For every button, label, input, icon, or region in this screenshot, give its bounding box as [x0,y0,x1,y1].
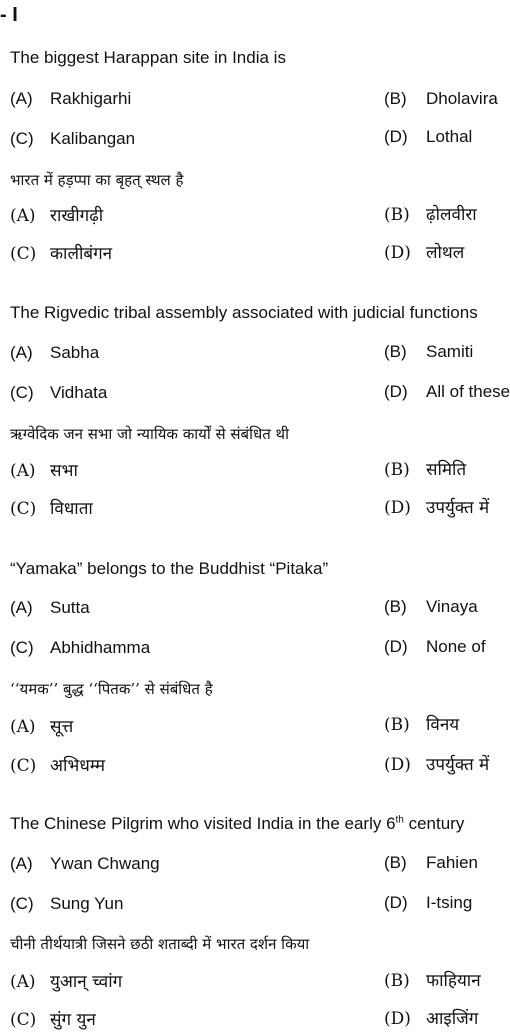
option-text: लोथल [426,243,465,263]
option-text: Samiti [426,342,474,361]
q1-hi-option-a [10,205,103,227]
option-text: कालीबंगन [50,244,113,264]
q1-en-option-b [384,88,498,110]
q4-hindi-question: चीनी तीर्थयात्री जिसने छठी शताब्दी में भारत दर्शन किया [10,935,310,953]
option-label: (C) [10,1010,37,1030]
option-text: Sutta [50,598,90,617]
option-label: (C) [10,383,34,402]
option-label: (D) [384,498,411,518]
option-text: विनय [426,715,460,735]
option-text: उपर्युक्त में [426,755,490,775]
option-label: (C) [10,244,37,264]
option-label: (B) [384,89,407,108]
q3-hi-option-b [384,714,459,736]
option-text: Abhidhamma [50,638,151,657]
option-label: (B) [384,853,407,872]
q3-hi-option-c [10,755,105,777]
option-label: (A) [10,343,33,362]
option-label: (A) [10,717,36,737]
q2-hi-option-c [10,498,93,520]
option-label: (C) [10,499,37,519]
q4-english-question [10,813,464,835]
option-label: (B) [384,597,407,616]
q4-hi-option-c [10,1009,96,1031]
q2-hindi-question: ऋग्वेदिक जन सभा जो न्यायिक कार्यों से संबंधित थी [10,425,289,443]
option-label: (A) [10,206,36,226]
option-label: (B) [384,342,407,361]
question-text: The Chinese Pilgrim who visited India in the early 6 [10,814,396,833]
q1-hi-option-c [10,243,112,265]
option-label: (B) [384,971,410,991]
q1-en-option-c [10,128,135,150]
q1-hindi-question: भारत में हड़प्पा का बृहत् स्थल है [10,171,184,189]
option-label: (C) [10,894,34,913]
q4-en-option-c [10,893,123,915]
q2-english-question: The Rigvedic tribal assembly associated with judicial functions [10,303,478,322]
option-text: All of these [426,382,510,401]
option-label: (C) [10,756,37,776]
option-text: None of [426,637,486,656]
q3-en-option-d [384,636,486,658]
option-text: Sabha [50,343,100,362]
q1-en-option-a [10,88,131,110]
q3-hi-option-a [10,716,73,738]
option-label: (D) [384,755,411,775]
option-text: आइजिंग [426,1009,479,1029]
option-label: (D) [384,1009,411,1029]
option-label: (D) [384,893,408,912]
option-text: अभिधम्म [50,756,106,776]
option-text: Lothal [426,127,473,146]
option-text: राखीगढ़ी [50,206,104,226]
option-text: Fahien [426,853,478,872]
q2-en-option-d [384,381,510,403]
q4-en-option-a [10,853,160,875]
option-text: युआन् च्वांग [50,972,123,992]
q4-hi-option-b [384,970,481,992]
question-text-tail: century [403,814,465,833]
q2-en-option-c [10,382,107,404]
q1-en-option-d [384,126,472,148]
q3-hindi-question: ‘‘यमक’’ बुद्ध ‘‘पितक’’ से संबंधित है [10,680,213,698]
option-text: Vinaya [426,597,478,616]
option-label: (B) [384,205,410,225]
option-label: (B) [384,715,410,735]
option-label: (A) [10,854,33,873]
option-text: Dholavira [426,89,498,108]
q1-hi-option-d [384,242,464,264]
q3-hi-option-d [384,754,489,776]
option-text: सभा [50,461,78,481]
q3-en-option-a [10,597,90,619]
option-label: (C) [10,638,34,657]
option-text: समिति [426,460,467,480]
option-text: सुंग युन [50,1010,96,1030]
option-text: फाहियान [426,971,481,991]
option-label: (A) [10,89,33,108]
option-label: (C) [10,129,34,148]
q1-english-question: The biggest Harappan site in India is [10,48,286,67]
option-label: (D) [384,243,411,263]
option-text: Rakhigarhi [50,89,132,108]
option-text: Ywan Chwang [50,854,160,873]
q2-hi-option-d [384,497,489,519]
q1-hi-option-b [384,204,477,226]
q4-hi-option-a [10,971,122,993]
option-text: Vidhata [50,383,108,402]
q3-en-option-b [384,596,478,618]
option-label: (A) [10,598,33,617]
option-text: सूत्त [50,717,74,737]
option-label: (A) [10,972,36,992]
q4-hi-option-d [384,1008,478,1030]
section-marker: - I [0,4,18,26]
option-text: Kalibangan [50,129,136,148]
q4-en-option-b [384,852,478,874]
option-text: I-tsing [426,893,473,912]
option-label: (D) [384,637,408,656]
q4-en-option-d [384,892,472,914]
q2-en-option-b [384,341,473,363]
q2-en-option-a [10,342,99,364]
q3-english-question: “Yamaka” belongs to the Buddhist “Pitaka” [10,559,329,578]
option-label: (D) [384,127,408,146]
q3-en-option-c [10,637,150,659]
option-text: विधाता [50,499,93,519]
q2-hi-option-b [384,459,466,481]
q2-hi-option-a [10,460,78,482]
option-label: (A) [10,461,36,481]
option-label: (B) [384,460,410,480]
option-text: उपर्युक्त में [426,498,490,518]
option-label: (D) [384,382,408,401]
option-text: Sung Yun [50,894,124,913]
option-text: ढ़ोलवीरा [426,205,477,225]
ordinal-suffix: th [395,814,404,826]
